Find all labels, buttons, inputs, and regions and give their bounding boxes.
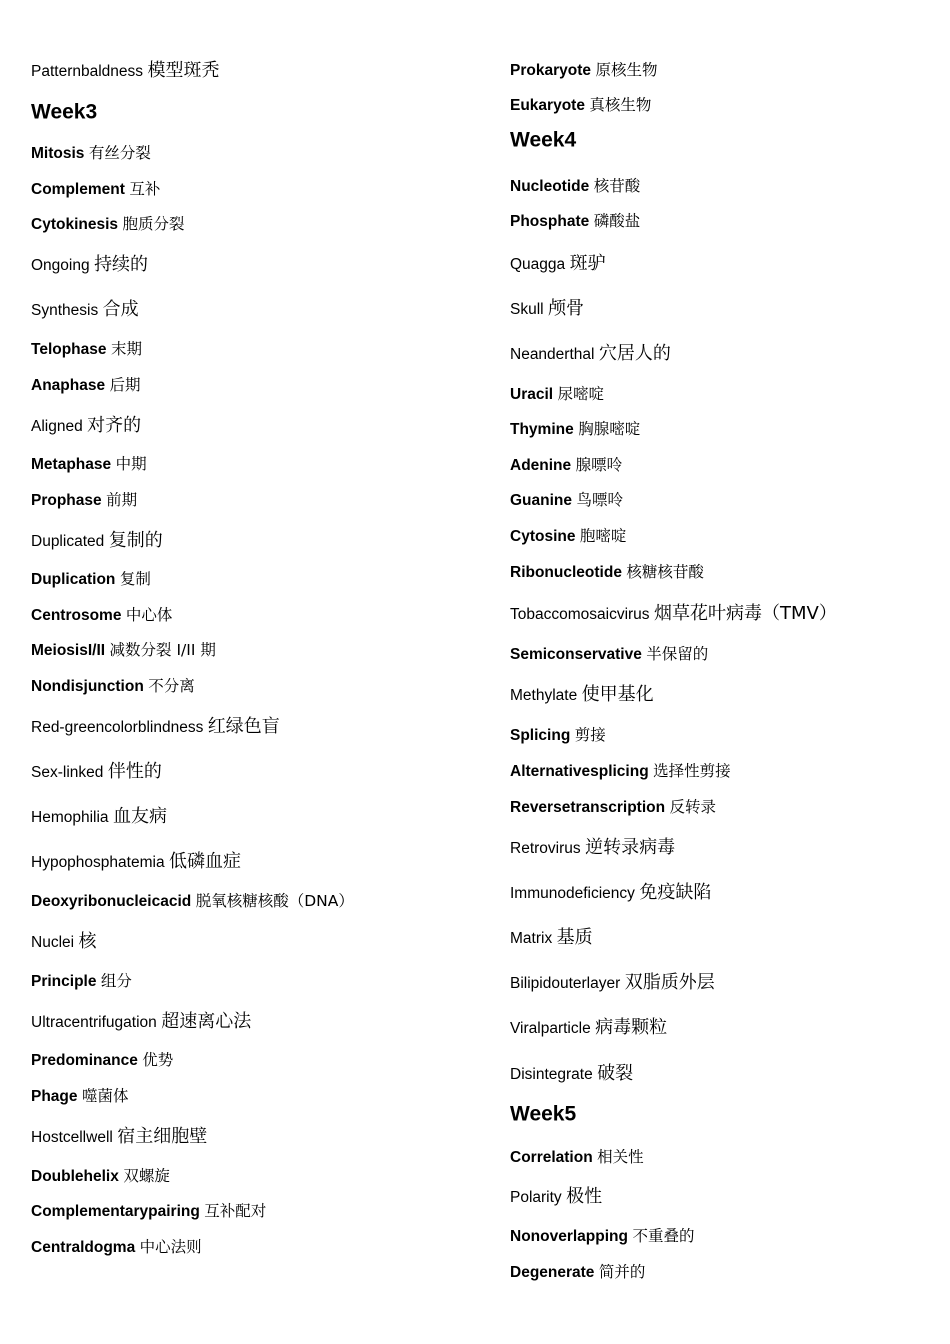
term-en: Polarity	[510, 1189, 562, 1206]
term-zh: 基质	[556, 927, 593, 948]
vocab-entry	[31, 1169, 170, 1185]
term-en: Disintegrate	[510, 1066, 593, 1083]
term-zh: 真核生物	[589, 96, 652, 114]
term-zh: 低磷血症	[169, 851, 242, 872]
term-en: Sex-linked	[31, 764, 104, 781]
term-en: Bilipidouterlayer	[510, 975, 621, 992]
term-en: Guanine	[510, 492, 573, 509]
vocab-entry	[31, 342, 142, 358]
term-zh: 中期	[115, 455, 147, 473]
term-en: Mitosis	[31, 145, 85, 162]
term-en: Nuclei	[31, 934, 75, 951]
term-en: Splicing	[510, 727, 571, 744]
term-en: Semiconservative	[510, 646, 642, 663]
term-en: Ultracentrifugation	[31, 1014, 157, 1031]
term-en: Deoxyribonucleicacid	[31, 893, 192, 910]
term-zh: 模型斑秃	[147, 60, 220, 81]
term-en: Complement	[31, 181, 125, 198]
term-zh: 斑驴	[569, 253, 606, 274]
vocab-entry	[31, 1204, 266, 1220]
vocab-entry	[31, 608, 172, 624]
term-en: Phage	[31, 1088, 78, 1105]
vocab-entry	[510, 98, 651, 114]
term-zh: 持续的	[94, 254, 149, 275]
term-zh: 核苷酸	[593, 177, 641, 195]
term-zh: 腺嘌呤	[575, 456, 623, 474]
vocab-entry	[510, 529, 626, 545]
term-en: Centrosome	[31, 607, 122, 624]
vocab-entry	[31, 763, 162, 781]
term-zh: 胸腺嘧啶	[578, 420, 641, 438]
term-en: Red-greencolorblindness	[31, 719, 204, 736]
vocab-entry	[510, 1019, 667, 1037]
vocab-entry	[510, 214, 640, 230]
vocab-entry	[510, 422, 640, 438]
week-heading: Week4	[510, 128, 577, 152]
term-zh: 脱氧核糖核酸（DNA）	[195, 892, 354, 910]
vocab-entry	[31, 1089, 128, 1105]
term-zh: 互补配对	[204, 1202, 267, 1220]
term-en: Cytosine	[510, 528, 576, 545]
term-zh: 后期	[109, 376, 141, 394]
term-en: Patternbaldness	[31, 63, 144, 80]
term-en: Hemophilia	[31, 809, 109, 826]
term-zh: 合成	[102, 299, 139, 320]
term-en: Hypophosphatemia	[31, 854, 165, 871]
term-zh: 双脂质外层	[624, 972, 715, 993]
vocab-entry	[31, 217, 184, 233]
term-en: Matrix	[510, 930, 553, 947]
term-en: Prophase	[31, 492, 102, 509]
term-zh: 选择性剪接	[653, 762, 731, 780]
term-en: Viralparticle	[510, 1020, 591, 1037]
term-zh: 胞质分裂	[122, 215, 185, 233]
week-heading: Week3	[31, 100, 98, 124]
vocab-entry	[510, 686, 654, 704]
vocab-entry	[31, 572, 151, 588]
term-zh: 噬菌体	[81, 1087, 129, 1105]
term-zh: 鸟嘌呤	[576, 491, 623, 509]
term-en: Tobaccomosaicvirus	[510, 606, 650, 623]
vocab-entry	[510, 1065, 633, 1083]
term-zh: 组分	[100, 972, 132, 990]
vocab-entry	[31, 1053, 173, 1069]
vocab-entry	[31, 532, 163, 550]
vocab-entry	[510, 605, 837, 623]
vocab-entry	[31, 1128, 207, 1146]
term-en: Reversetranscription	[510, 799, 666, 816]
vocab-entry	[510, 800, 716, 816]
vocab-entry	[31, 853, 241, 871]
term-en: Immunodeficiency	[510, 885, 635, 902]
vocab-entry	[31, 62, 219, 80]
term-en: Telophase	[31, 341, 107, 358]
vocab-entry	[31, 718, 280, 736]
vocab-entry	[510, 63, 657, 79]
term-en: Duplicated	[31, 533, 105, 550]
term-zh: 伴性的	[107, 761, 162, 782]
vocab-entry	[31, 643, 216, 659]
vocab-entry	[31, 256, 148, 274]
vocab-entry	[31, 1240, 202, 1256]
vocab-entry	[31, 457, 147, 473]
term-en: Ongoing	[31, 257, 90, 274]
term-zh: 宿主细胞壁	[117, 1126, 208, 1147]
term-zh: 相关性	[597, 1148, 644, 1166]
vocab-entry	[510, 345, 671, 363]
term-en: Phosphate	[510, 213, 590, 230]
term-zh: 胞嘧啶	[579, 527, 627, 545]
term-en: Ribonucleotide	[510, 564, 622, 581]
term-en: Duplication	[31, 571, 116, 588]
term-zh: 末期	[110, 340, 142, 358]
vocab-entry	[510, 1150, 644, 1166]
vocab-entry	[510, 884, 711, 902]
vocab-entry	[31, 974, 132, 990]
vocab-entry	[510, 974, 715, 992]
term-en: Nondisjunction	[31, 678, 144, 695]
term-en: Alternativesplicing	[510, 763, 649, 780]
term-zh: 破裂	[597, 1063, 634, 1084]
term-en: MeiosisI/II	[31, 642, 106, 659]
vocab-entry	[31, 894, 354, 910]
term-zh: 超速离心法	[161, 1011, 252, 1032]
term-en: Hostcellwell	[31, 1129, 113, 1146]
term-zh: 复制的	[108, 530, 163, 551]
term-zh: 原核生物	[595, 61, 658, 79]
term-en: Methylate	[510, 687, 578, 704]
term-en: Doublehelix	[31, 1168, 119, 1185]
term-zh: 烟草花叶病毒（TMV）	[654, 603, 837, 624]
term-zh: 反转录	[669, 798, 717, 816]
term-en: Retrovirus	[510, 840, 581, 857]
vocab-entry	[510, 764, 731, 780]
term-en: Cytokinesis	[31, 216, 119, 233]
term-en: Complementarypairing	[31, 1203, 200, 1220]
vocab-entry	[510, 387, 604, 403]
term-zh: 简并的	[598, 1263, 646, 1281]
term-zh: 互补	[129, 180, 161, 198]
term-zh: 穴居人的	[598, 343, 671, 364]
term-en: Degenerate	[510, 1264, 595, 1281]
vocab-entry	[31, 146, 151, 162]
term-zh: 颅骨	[548, 298, 585, 319]
term-zh: 使甲基化	[581, 684, 654, 705]
term-en: Skull	[510, 301, 544, 318]
term-zh: 对齐的	[87, 415, 142, 436]
term-en: Adenine	[510, 457, 572, 474]
term-en: Uracil	[510, 386, 554, 403]
term-en: Anaphase	[31, 377, 106, 394]
term-en: Synthesis	[31, 302, 99, 319]
term-en: Metaphase	[31, 456, 112, 473]
term-en: Aligned	[31, 418, 83, 435]
vocab-entry	[31, 493, 137, 509]
term-zh: 中心法则	[139, 1238, 202, 1256]
term-zh: 尿嘧啶	[557, 385, 605, 403]
term-zh: 减数分裂 I/II 期	[109, 641, 216, 659]
term-zh: 有丝分裂	[88, 144, 151, 162]
term-en: Neanderthal	[510, 346, 595, 363]
term-en: Nucleotide	[510, 178, 590, 195]
term-zh: 半保留的	[646, 645, 709, 663]
term-zh: 不分离	[148, 677, 195, 695]
vocab-entry	[510, 493, 623, 509]
vocab-entry	[510, 458, 622, 474]
term-en: Quagga	[510, 256, 566, 273]
term-zh: 中心体	[125, 606, 173, 624]
vocab-entry	[510, 839, 675, 857]
vocab-entry	[510, 1188, 602, 1206]
vocab-entry	[31, 301, 139, 319]
vocab-entry	[510, 1229, 694, 1245]
vocab-entry	[510, 929, 593, 947]
term-zh: 优势	[142, 1051, 174, 1069]
term-zh: 血友病	[113, 806, 167, 827]
term-zh: 逆转录病毒	[585, 837, 676, 858]
vocab-entry	[31, 808, 167, 826]
vocab-entry	[510, 647, 708, 663]
term-zh: 磷酸盐	[593, 212, 641, 230]
vocab-entry	[31, 378, 141, 394]
vocab-entry	[31, 182, 160, 198]
vocab-entry	[510, 255, 606, 273]
term-en: Prokaryote	[510, 62, 591, 79]
week-heading: Week5	[510, 1102, 577, 1126]
term-zh: 病毒颗粒	[595, 1017, 668, 1038]
vocab-entry	[510, 565, 704, 581]
vocab-entry	[31, 933, 97, 951]
vocab-entry	[31, 1013, 251, 1031]
term-zh: 前期	[106, 491, 138, 509]
vocab-entry	[510, 1265, 645, 1281]
term-zh: 不重叠的	[632, 1227, 695, 1245]
term-zh: 双螺旋	[123, 1167, 170, 1185]
term-zh: 红绿色盲	[207, 716, 280, 737]
term-zh: 复制	[119, 570, 151, 588]
vocab-entry	[510, 179, 640, 195]
vocab-entry	[510, 300, 584, 318]
term-zh: 极性	[566, 1186, 603, 1207]
term-en: Centraldogma	[31, 1239, 136, 1256]
term-zh: 核糖核苷酸	[626, 563, 704, 581]
term-zh: 核	[78, 931, 97, 952]
term-en: Eukaryote	[510, 97, 585, 114]
vocab-entry	[31, 679, 195, 695]
vocab-entry	[31, 417, 141, 435]
term-en: Nonoverlapping	[510, 1228, 628, 1245]
term-en: Correlation	[510, 1149, 593, 1166]
term-en: Principle	[31, 973, 97, 990]
term-en: Thymine	[510, 421, 574, 438]
vocab-entry	[510, 728, 606, 744]
term-zh: 免疫缺陷	[639, 882, 712, 903]
term-en: Predominance	[31, 1052, 138, 1069]
term-zh: 剪接	[574, 726, 606, 744]
